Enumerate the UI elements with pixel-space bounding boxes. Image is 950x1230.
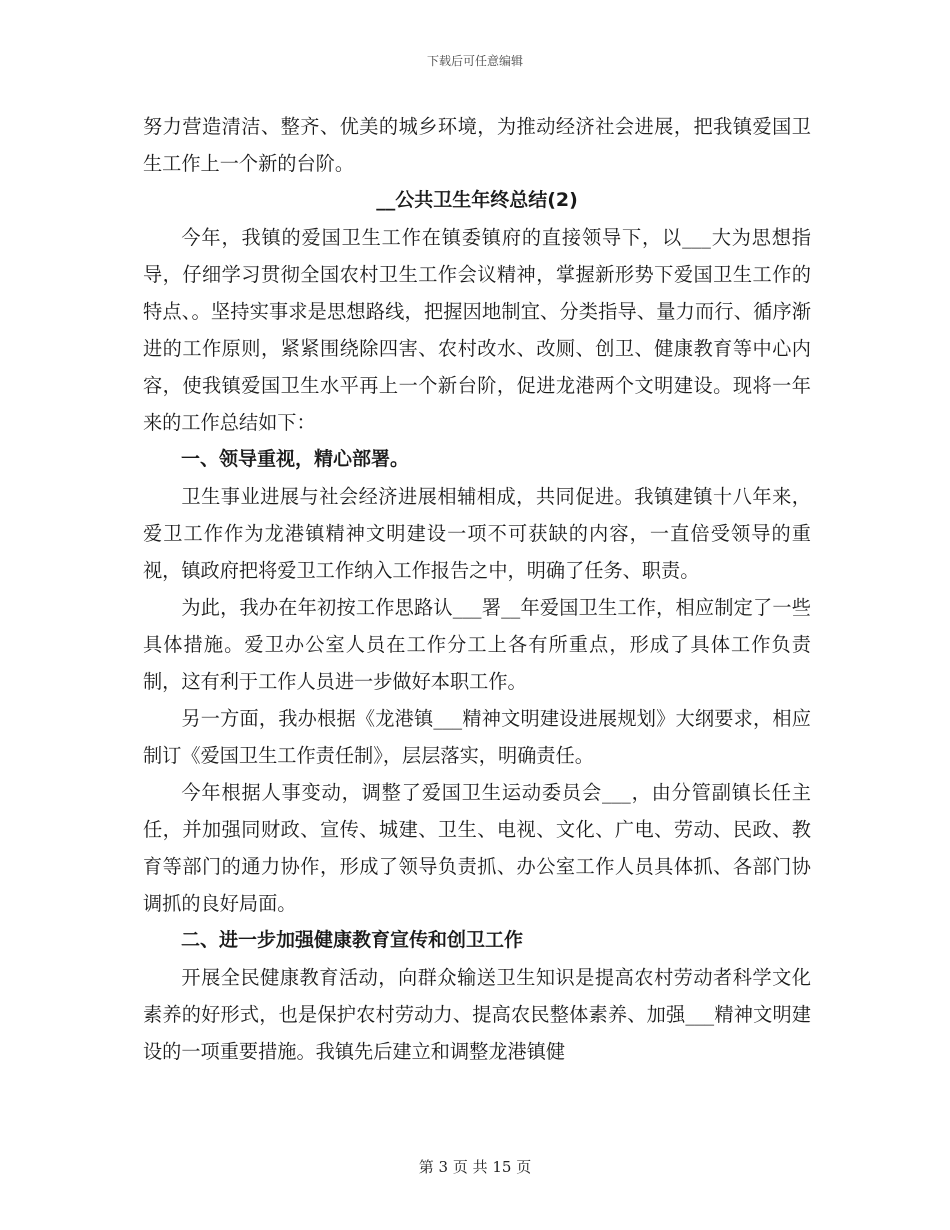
- heading-leadership: 一、领导重视，精心部署。: [181, 448, 410, 470]
- paragraph-6: 开展全民健康教育活动，向群众输送卫生知识是提高农村劳动者科学文化素养的好形式，也是保护农村劳动力、提高农民整体素养、加强___精神文明建设的一项重要措施。我镇先后建立和调整龙港镇健: [143, 966, 811, 1063]
- paragraph-3: 为此，我办在年初按工作思路认___署__年爱国卫生工作，相应制定了一些具体措施。爱卫办公室人员在工作分工上各有所重点，形成了具体工作负责制，这有利于工作人员进一步做好本职工作。: [143, 596, 811, 693]
- intro-paragraph: 努力营造清洁、整齐、优美的城乡环境，为推动经济社会进展，把我镇爱国卫生工作上一个新的台阶。: [143, 115, 811, 175]
- section-title: __公共卫生年终总结(2): [376, 189, 578, 211]
- page-header-note: 下载后可任意编辑: [426, 54, 523, 68]
- paragraph-2: 卫生事业进展与社会经济进展相辅相成，共同促进。我镇建镇十八年来，爱卫工作作为龙港镇精神文明建设一项不可获缺的内容，一直倍受领导的重视，镇政府把将爱卫工作纳入工作报告之中，明确了任务、职责。: [143, 485, 811, 582]
- paragraph-5: 今年根据人事变动，调整了爱国卫生运动委员会___，由分管副镇长任主任，并加强同财政、宣传、城建、卫生、电视、文化、广电、劳动、民政、教育等部门的通力协作，形成了领导负责抓、办公室工作人员具体抓、各部门协调抓的良好局面。: [143, 781, 811, 915]
- document-body: [143, 108, 811, 1070]
- page-number: 第 3 页 共 15 页: [418, 1158, 532, 1176]
- paragraph-1: 今年，我镇的爱国卫生工作在镇委镇府的直接领导下，以___大为思想指导，仔细学习贯彻全国农村卫生工作会议精神，掌握新形势下爱国卫生工作的特点、。坚持实事求是思想路线，把握因地制宜、分类指导、量力而行、循序渐进的工作原则，紧紧围绕除四害、农村改水、改厕、创卫、健康教育等中心内容，使我镇爱国卫生水平再上一个新台阶，促进龙港两个文明建设。现将一年来的工作总结如下：: [143, 226, 811, 434]
- paragraph-4: 另一方面，我办根据《龙港镇___精神文明建设进展规划》大纲要求，相应制订《爱国卫生工作责任制》，层层落实，明确责任。: [143, 707, 811, 767]
- heading-health-education: 二、进一步加强健康教育宣传和创卫工作: [181, 929, 524, 951]
